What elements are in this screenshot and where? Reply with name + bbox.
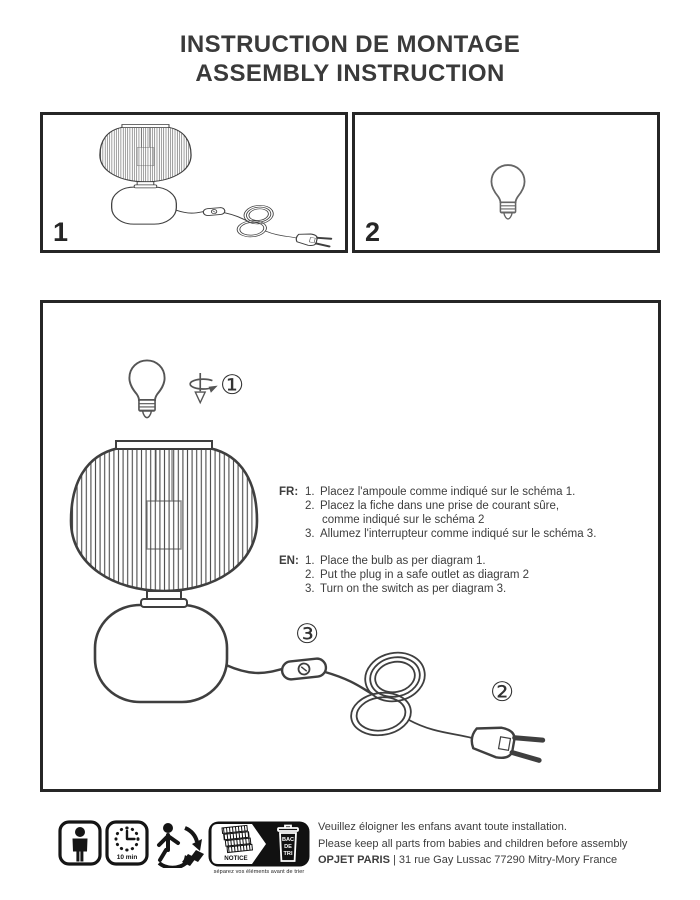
fr-item-2: 2. Placez la fiche dans une prise de courant sûre, comme indiqué sur le schéma 2 xyxy=(305,500,560,526)
step-2-number: 2 xyxy=(365,217,381,247)
fr-items xyxy=(305,485,596,541)
en-item-2: 2. Put the plug in a safe outlet as diagram 2 xyxy=(305,569,530,581)
en-item-1: 1. Place the bulb as per diagram 1. xyxy=(305,555,486,567)
sort-caption: séparez vos éléments avant de trier xyxy=(213,869,305,875)
step-1-lamp-illustration xyxy=(95,123,340,249)
instructions-fr xyxy=(279,485,596,541)
triman-recycling-icon xyxy=(152,820,206,868)
footer-text xyxy=(318,819,627,869)
step-1-panel xyxy=(40,112,348,253)
page-title xyxy=(0,30,700,89)
fr-label: FR: xyxy=(279,486,299,498)
diagram-label-1: ① xyxy=(220,370,245,401)
clock-10min-icon xyxy=(105,820,149,866)
page-title-en: ASSEMBLY INSTRUCTION xyxy=(195,60,505,88)
diagram-label-2: ② xyxy=(490,677,515,708)
instructions-en xyxy=(279,554,529,596)
en-label: EN: xyxy=(279,555,299,567)
bulb-icon xyxy=(487,163,529,221)
sorting-notice-icon xyxy=(208,821,310,867)
main-diagram-panel xyxy=(40,300,661,792)
bin-label-2: DE xyxy=(284,844,292,850)
brand-name: OPJET PARIS xyxy=(318,854,390,866)
rotation-arrow-icon xyxy=(182,370,220,408)
fr-item-3: 3. Allumez l'interrupteur comme indiqué sur le schéma 3. xyxy=(305,528,597,540)
brand-address: | 31 rue Gay Lussac 77290 Mitry-Mory France xyxy=(393,854,618,866)
bin-label-1: BAC xyxy=(281,837,295,843)
warning-en: Please keep all parts from babies and children before assembly xyxy=(318,837,628,850)
diagram-label-3: ③ xyxy=(295,619,320,650)
page-title-fr: INSTRUCTION DE MONTAGE xyxy=(179,31,521,58)
brand-line xyxy=(318,852,627,869)
bulb-illustration xyxy=(125,353,169,425)
fr-item-1: 1. Placez l'ampoule comme indiqué sur le schéma 1. xyxy=(305,486,576,498)
one-person-icon xyxy=(58,820,102,866)
warning-fr: Veuillez éloigner les enfans avant toute installation. xyxy=(318,821,567,833)
bin-label-3: TRI xyxy=(283,851,293,857)
notice-label: NOTICE xyxy=(224,855,248,862)
step-2-panel xyxy=(352,112,660,253)
en-item-3: 3. Turn on the switch as per diagram 3. xyxy=(305,583,507,595)
clock-label: 10 min xyxy=(116,854,138,861)
en-items xyxy=(305,554,529,596)
step-1-number: 1 xyxy=(53,217,69,247)
